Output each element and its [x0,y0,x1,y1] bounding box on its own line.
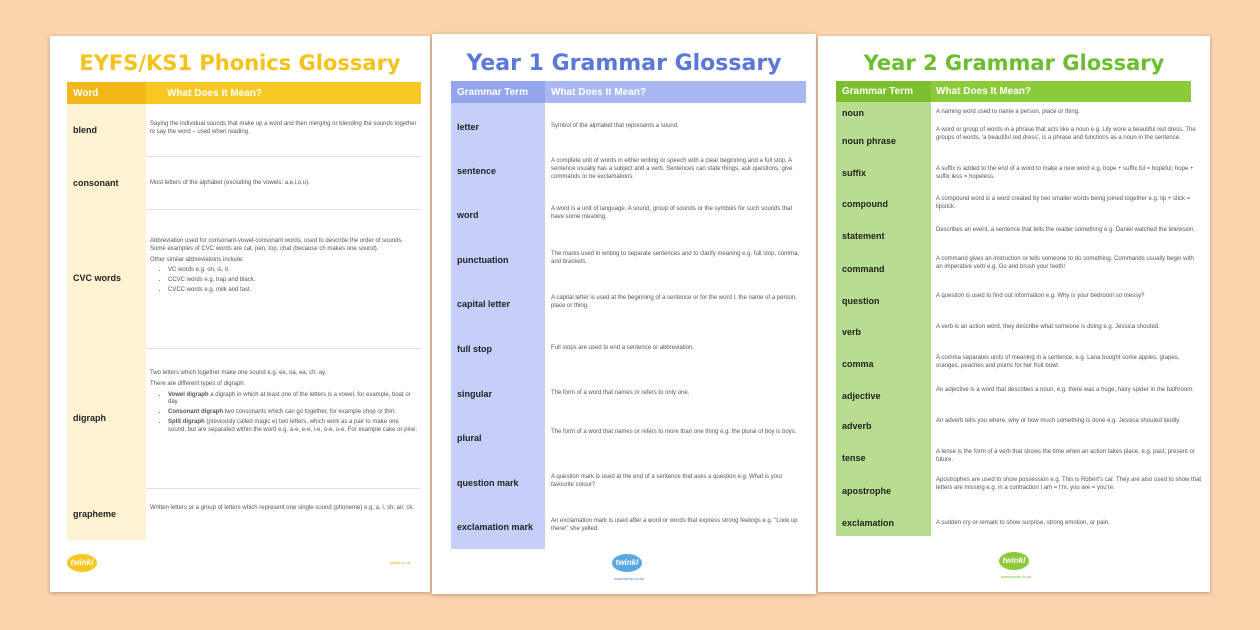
term-consonant: consonant [73,178,119,188]
term-suffix: suffix [842,168,867,178]
definition-comma: A comma separates units of meaning in a sentence, e.g. Lana bought some apples, grapes, oranges, peaches and plums for her fruit bowl. [936,355,1180,369]
definition-adverb: An adverb tells you where, why or how much something is done e.g. Jessica shouted loudly. [936,418,1181,424]
term-question-mark: question mark [457,478,519,488]
term-noun: noun [842,108,864,118]
row-divider [146,348,421,349]
list-item [168,419,418,435]
definition-verb: A verb is an action word, they describe what someone is doing e.g. Jessica shouted. [936,324,1160,330]
column-header-term: Grammar Term [842,86,913,97]
definition-letter: Symbol of the alphabet that represents a sound. [551,123,679,129]
definition-digraph [150,370,418,438]
definition-text: Abbreviation used for consonant-vowel-consonant words, used to describe the order of sounds. Some examples of CVC words are cat, pen, top, chat (because ch makes one sound). [150,238,404,252]
term-full-stop: full stop [457,344,492,354]
definition-exclamation-mark: An exclamation mark is used after a word or words that express strong feelings e.g. "Look up there!" she yelled. [551,518,798,532]
column-header-term: Grammar Term [457,86,528,98]
term-tense: tense [842,453,866,463]
definition-question-mark: A question mark is used at the end of a sentence that asks a question e.g. What is your favourite colour? [551,474,783,488]
bullet-text: two consonants which can go together, for example shop or thin. [223,409,396,416]
term-letter: letter [457,122,480,132]
term-verb: verb [842,327,862,337]
phonics-glossary-sheet [50,36,430,592]
definition-extra: Other similar abbreviations include: [150,256,244,263]
term-sentence: sentence [457,166,497,176]
bullet-bold: Split digraph [168,418,205,425]
bullet-list [150,392,418,435]
definition-word: A word is a unit of language. A sound, group of sounds or the symbols for such sounds that have some meaning. [551,206,793,220]
bullet-bold: Vowel digraph [168,391,209,398]
footer-url: twinkl.co.uk [390,560,411,565]
column-header-meaning: What Does It Mean? [551,86,647,98]
definition-cvc-words [150,238,418,298]
twinkl-logo: twinkl [67,554,97,572]
term-column [67,104,146,540]
year2-glossary-sheet [818,36,1210,592]
term-exclamation: exclamation [842,518,895,528]
definition-apostrophe: Apostrophes are used to show possession e.g. This is Robert's car. They are also used to show that letters are missing e.g. in a contraction I am = I'm, you are = you're. [936,477,1202,491]
term-adverb: adverb [842,421,872,431]
column-header-meaning: What Does It Mean? [167,87,263,99]
page-title: Year 2 Grammar Glossary [863,51,1165,75]
table-header [67,82,421,104]
footer-url: www.twinkl.co.uk [614,576,645,581]
term-adjective: adjective [842,391,881,401]
definition-capital-letter: A capital letter is used at the beginning of a sentence or for the word I, the name of a person, place or thing. [551,295,797,309]
footer-url: www.twinkl.co.uk [1001,574,1032,579]
term-noun-phrase: noun phrase [842,136,897,146]
year1-glossary-sheet [432,34,816,594]
table-header [451,81,806,103]
definition-adjective: An adjective is a word that describes a noun, e.g. there was a huge, hairy spider in the bathroom. [936,387,1194,393]
term-word: word [457,210,479,220]
term-question: question [842,296,880,306]
term-punctuation: punctuation [457,255,509,265]
term-singular: singular [457,389,493,399]
definition-suffix: A suffix is added to the end of a word to make a new word e.g. hope + suffix ful = hopeful; hope + suffix less = hopeless. [936,166,1194,180]
term-blend: blend [73,125,97,135]
definition-blend: Saying the individual sounds that make up a word and then merging or blending the sounds together to say the word – used when reading. [150,121,417,135]
list-item: • CVCC words e.g. milk and fast. [168,287,418,295]
definition-exclamation: A sudden cry or remark to show surprise, strong emotion, or pain. [936,520,1110,526]
page-title: EYFS/KS1 Phonics Glossary [79,51,401,75]
list-item [168,409,418,417]
definition-grapheme: Written letters or a group of letters which represent one single sound (phoneme) e.g. a, l, sh, air, ck. [150,505,415,511]
table-header [836,81,1191,102]
list-item [168,392,418,408]
twinkl-logo: twinkl [999,552,1029,570]
definition-extra: There are different types of digraph: [150,380,246,387]
bullet-text: (previously called magic e) two letters, which work as a pair to make one sound, but are separated within the word e.g. a-e, e-e, i-e, o-e, u-e. For example cake or pine. [168,418,418,433]
definition-full-stop: Full stops are used to end a sentence or abbreviation. [551,345,695,351]
definition-text: Two letters which together make one sound e.g. ee, oa, ea, ch, ay. [150,370,327,376]
term-grapheme: grapheme [73,509,117,519]
term-plural: plural [457,433,482,443]
twinkl-logo: twinkl [612,554,642,572]
term-statement: statement [842,231,885,241]
definition-consonant: Most letters of the alphabet (excluding the vowels: a,e,i,o,u). [150,180,310,186]
term-exclamation-mark: exclamation mark [457,522,534,532]
term-command: command [842,264,885,274]
term-compound: compound [842,199,888,209]
row-divider [146,156,421,157]
page-title: Year 1 Grammar Glossary [466,51,782,76]
bullet-text: a digraph in which at least one of the letters is a vowel, for example, boat or day. [168,391,411,406]
definition-compound: A compound word is a word created by two smaller words being joined together e.g. lip + stick = lipstick. [936,196,1191,210]
definition-singular: The form of a word that names or refers to only one. [551,390,690,396]
bullet-bold: Consonant digraph [168,409,223,416]
list-item: • CCVC words e.g. trap and black. [168,277,418,285]
list-item: • VC words e.g. on, is, it. [168,267,418,275]
definition-tense: A tense is the form of a verb that shows the time when an action takes place, e.g. past, present or future. [936,449,1195,463]
column-header-meaning: What Does It Mean? [936,86,1032,97]
term-capital-letter: capital letter [457,299,511,309]
column-header-term: Word [73,87,99,99]
definition-sentence: A complete unit of words in either writing or speech with a clear beginning and a full stop. A sentence usually has a subject and a verb. Sentences can state things, ask questions, give commands or be exclamations. [551,158,793,180]
definition-noun: A naming word used to name a person, place or thing. [936,109,1080,115]
definition-question: A question is used to find out information e.g. Why is your bedroom so messy? [936,293,1145,299]
definition-punctuation: The marks used in writing to separate sentences and to clarify meaning e.g. full stop, comma, and brackets. [551,251,800,265]
bullet-list [150,267,418,294]
term-digraph: digraph [73,413,106,423]
row-divider [146,488,421,489]
definition-statement: Describes an event, a sentence that tells the reader something e.g. Daniel watched the television. [936,227,1196,233]
definition-command: A command gives an instruction or tells someone to do something. Commands usually begin with an imperative verb e.g. Go and brush your teeth! [936,256,1194,270]
definition-noun-phrase: A word or group of words in a phrase that acts like a noun e.g. Lily wore a beautiful red dress. The groups of words, 'a beautiful red dress', is a phrase and functions as a noun in the sentence. [936,127,1196,141]
row-divider [146,209,421,210]
term-apostrophe: apostrophe [842,486,892,496]
term-comma: comma [842,359,874,369]
definition-plural: The form of a word that names or refers to more than one thing e.g. the plural of boy is boys. [551,429,797,435]
term-cvc-words: CVC words [73,273,122,283]
